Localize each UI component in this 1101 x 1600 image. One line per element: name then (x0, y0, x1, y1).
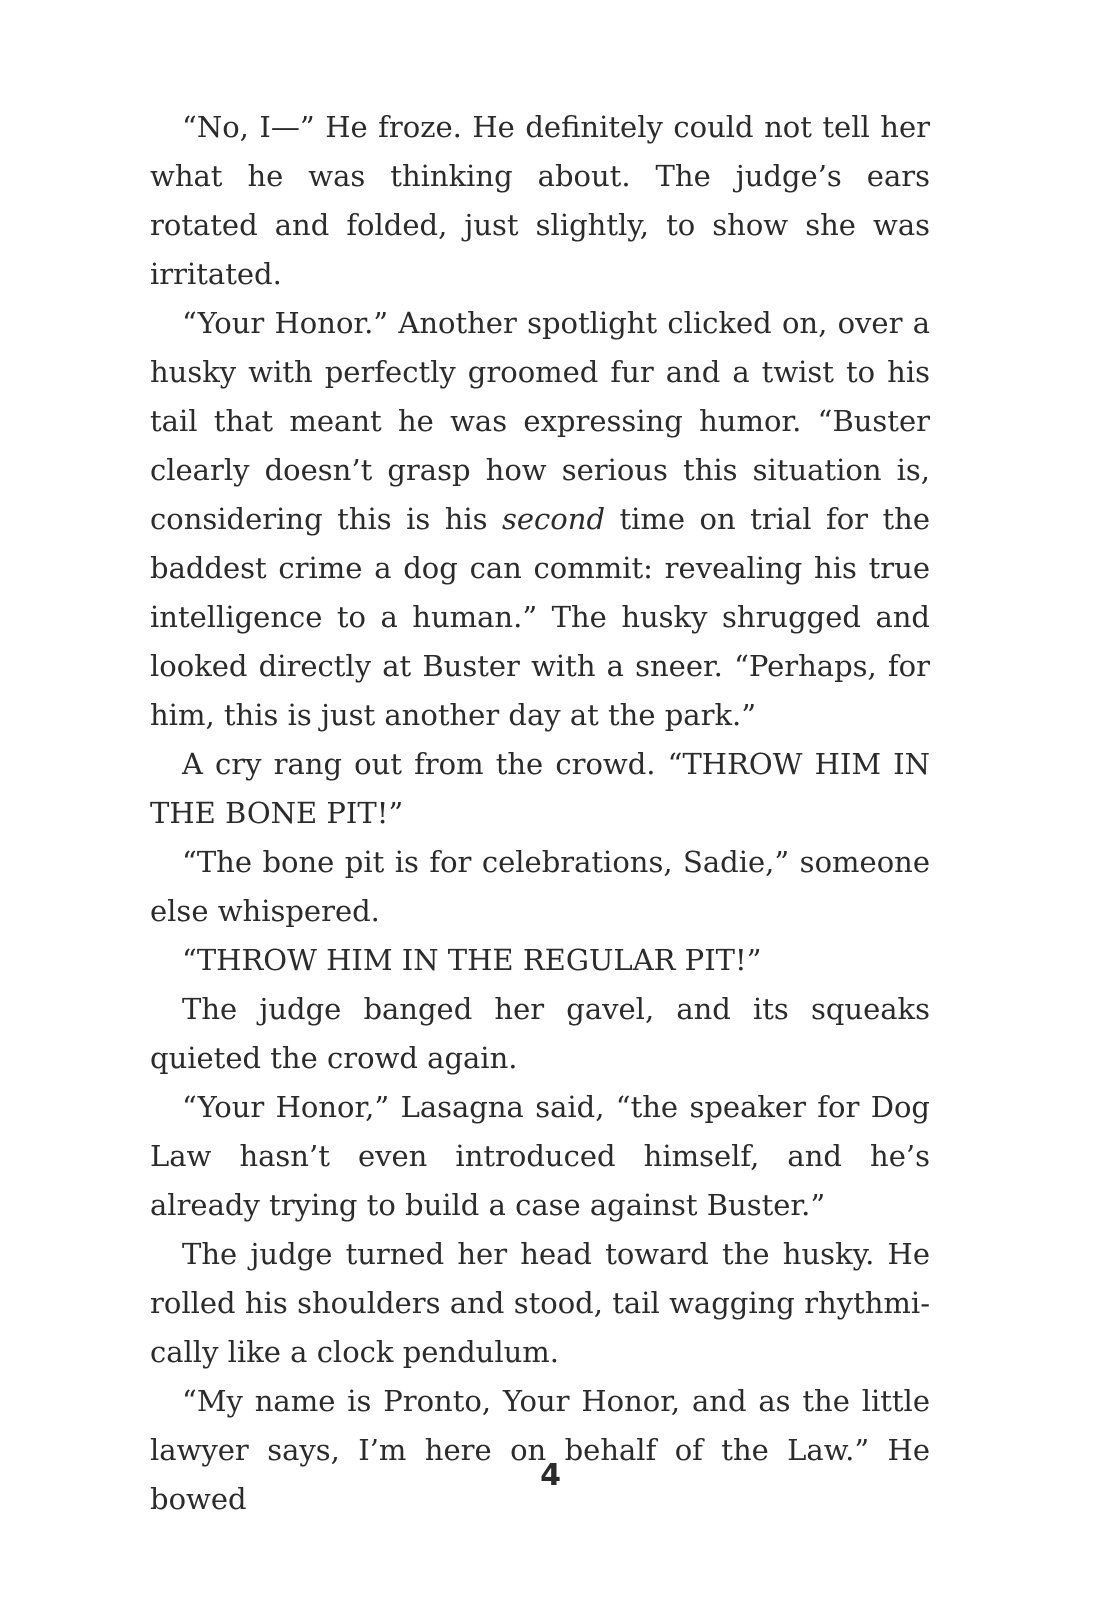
paragraph-1: “No, I—” He froze. He definitely could not tell her what he was thinking about. The judge’s ears rotated and folded, just slightly, to show she was irritated. (150, 110, 930, 291)
paragraph-4: “The bone pit is for celebrations, Sadie,” someone else whispered. (150, 845, 930, 928)
paragraph-6: The judge banged her gavel, and its squeaks quieted the crowd again. (150, 992, 930, 1075)
paragraph-9: “My name is Pronto, Your Honor, and as the little lawyer says, I’m here on behalf of the Law.” He bowed (150, 1384, 930, 1516)
paragraph-2-text-after: time on trial for the baddest crime a dog can commit: revealing his true intelligence to a human.” The husky shrugged and looked directly at Buster with a sneer. “Perhaps, for him, this is just another day at the park.” (150, 502, 930, 732)
paragraph-7: “Your Honor,” Lasagna said, “the speaker for Dog Law hasn’t even introduced himself, and he’s already trying to build a case against Buster.” (150, 1090, 930, 1222)
paragraph-8: The judge turned her head toward the husky. He rolled his shoulders and stood, tail wagging rhythmically like a clock pendulum. (150, 1237, 930, 1369)
paragraph-2-text-before: “Your Honor.” Another spotlight clicked on, over a husky with perfectly groomed fur and a twist to his tail that meant he was expressing humor. “Buster clearly doesn’t grasp how serious this situation is, considering this is his (150, 306, 930, 536)
paragraph-5: “THROW HIM IN THE REGULAR PIT!” (182, 943, 762, 977)
paragraph-2-italic-word: second (502, 502, 606, 536)
paragraph-2 (150, 299, 930, 740)
page-number: 4 (540, 1458, 561, 1493)
paragraph-3: A cry rang out from the crowd. “THROW HIM IN THE BONE PIT!” (150, 747, 930, 830)
body-text (150, 103, 930, 1524)
